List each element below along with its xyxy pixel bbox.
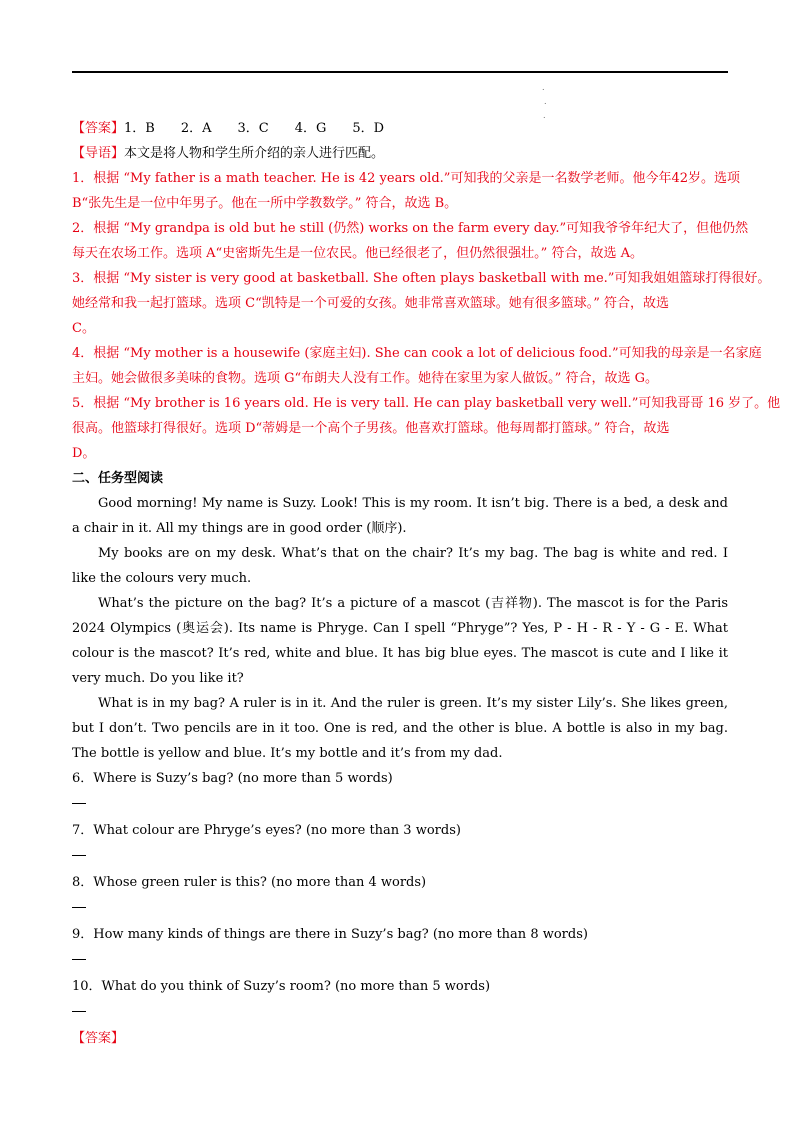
guide-text: 本文是将人物和学生所介绍的亲人进行匹配。 (124, 146, 385, 161)
question-6: 6．Where is Suzy’s bag? (no more than 5 words) (72, 771, 393, 786)
header-rule (72, 71, 728, 73)
question-10: 10．What do you think of Suzy’s room? (no more than 5 words) (72, 979, 491, 994)
reading-paragraph: Good morning! My name is Suzy. Look! This is my room. It isn’t big. There is a bed, a desk and a chair in it. All my things are in good order (顺序). (72, 496, 728, 536)
explanation-line: 很高。他篮球打得很好。选项 D“蒂姆是一个高个子男孩。他喜欢打篮球。他每周都打篮球。” 符合，故选 (72, 421, 670, 436)
explanation-3 (72, 266, 771, 341)
explanation-line: C。 (72, 321, 95, 336)
scan-dot: . (542, 83, 545, 92)
answer-label: 【答案】 (72, 121, 125, 136)
question-7: 7．What colour are Phryge’s eyes? (no more than 3 words) (72, 823, 461, 838)
explanation-line: 1．根据 “My father is a math teacher. He is 42 years old.”可知我的父亲是一名数学老师。他今年42岁。选项 (72, 171, 740, 186)
explanation-2 (72, 216, 749, 266)
answer-blank[interactable] (72, 947, 728, 974)
answer-label-bottom: 【答案】 (72, 1031, 125, 1046)
explanation-line: 她经常和我一起打篮球。选项 C“凯特是一个可爱的女孩。她非常喜欢篮球。她有很多篮球。” 符合，故选 (72, 296, 670, 311)
explanation-line: 3．根据 “My sister is very good at basketball. She often plays basketball with me.”可知我姐姐篮球打得很好。 (72, 271, 771, 286)
explanation-5 (72, 391, 781, 466)
explanation-line: B“张先生是一位中年男子。他在一所中学教数学。” 符合，故选 B。 (72, 196, 458, 211)
reading-paragraph: What’s the picture on the bag? It’s a picture of a mascot (吉祥物). The mascot is for the Paris 2024 Olympics (奥运会). Its name is Phryge. Can I spell “Phryge”? Yes, P - H - R - Y - G - E. What colour is the mascot? It’s red, white and blue. It has big blue eyes. The mascot is cute and I like it very much. Do you like it? (72, 596, 728, 686)
question-8: 8．Whose green ruler is this? (no more than 4 words) (72, 875, 427, 890)
explanation-4 (72, 341, 762, 391)
question-9: 9．How many kinds of things are there in Suzy’s bag? (no more than 8 words) (72, 927, 588, 942)
explanation-line: 5．根据 “My brother is 16 years old. He is very tall. He can play basketball very well.”可知我哥哥 16 岁了。他 (72, 396, 781, 411)
explanation-line: D。 (72, 446, 96, 461)
answer-text: 1．B 2．A 3．C 4．G 5．D (124, 121, 385, 136)
scan-dot: . (543, 111, 546, 120)
section-title: 二、任务型阅读 (72, 471, 164, 486)
explanation-line: 每天在农场工作。选项 A“史密斯先生是一位农民。他已经很老了，但仍然很强壮。” 符合，故选 A。 (72, 246, 643, 261)
content (72, 116, 781, 1051)
explanation-line: 2．根据 “My grandpa is old but he still (仍然) works on the farm every day.”可知我爷爷年纪大了，但他仍然 (72, 221, 749, 236)
guide-label: 【导语】 (72, 146, 125, 161)
explanation-1 (72, 166, 740, 216)
reading-paragraph: My books are on my desk. What’s that on the chair? It’s my bag. The bag is white and red. I like the colours very much. (72, 546, 728, 586)
answer-blank[interactable] (72, 843, 728, 870)
answers-line (72, 116, 728, 141)
explanation-line: 主妇。她会做很多美味的食物。选项 G“布朗夫人没有工作。她待在家里为家人做饭。” 符合，故选 G。 (72, 371, 658, 386)
answer-blank[interactable] (72, 895, 728, 922)
guide-line (72, 141, 728, 166)
explanation-line: 4．根据 “My mother is a housewife (家庭主妇). She can cook a lot of delicious food.”可知我的母亲是一名家庭 (72, 346, 762, 361)
answer-blank[interactable] (72, 999, 728, 1026)
reading-paragraph: What is in my bag? A ruler is in it. And the ruler is green. It’s my sister Lily’s. She likes green, but I don’t. Two pencils are in it too. One is red, and the other is blue. A bottle is also in my bag. The bottle is yellow and blue. It’s my bottle and it’s from my dad. (72, 696, 728, 761)
scan-dot: . (544, 97, 547, 106)
answer-blank[interactable] (72, 791, 728, 818)
